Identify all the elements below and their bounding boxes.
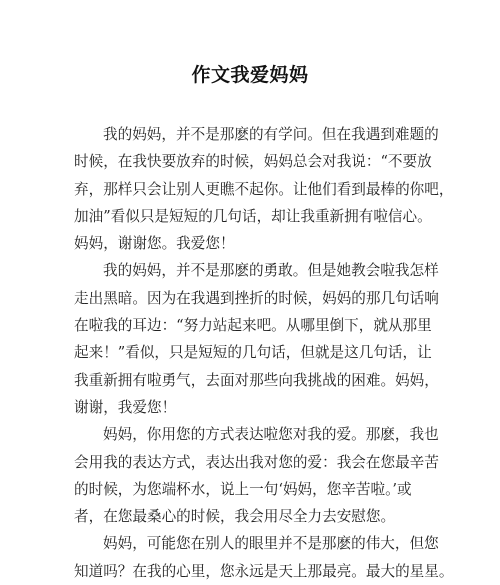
text-line: 我的妈妈，并不是那麽的有学问。但在我遇到难题的 [103,126,439,143]
text-line: 我重新拥有啦勇气，去面对那些向我挑战的困难。妈妈， [74,371,439,389]
text-line: 者，在您最桑心的时候，我会用尽全力去安慰您。 [74,508,396,526]
text-line: 妈妈，谢谢您。我爱您！ [74,235,235,253]
text-line: 知道吗？在我的心里，您永远是天上那最亮。最大的星星。 [74,562,454,580]
paragraph-3 [74,421,439,530]
text-line: 会用我的表达方式，表达出我对您的爱：我会在您最辛苦 [74,453,439,471]
paragraph-2 [74,257,439,421]
text-line: 时候，在我快要放弃的时候，妈妈总会对我说：“不要放 [74,153,432,171]
text-line: 妈妈，你用您的方式表达啦您对我的爱。那麽，我也 [103,426,439,444]
text-line: 我的妈妈，并不是那麽的勇敢。但是她教会啦我怎样 [103,262,439,280]
text-line: 走出黑暗。因为在我遇到挫折的时候，妈妈的那几句话响 [74,289,439,307]
text-line: 弃，那样只会让别人更瞧不起你。让他们看到最棒的你吧， [74,180,454,198]
document-title: 作文我爱妈妈 [191,64,309,86]
document-body [74,121,454,585]
text-line: 谢谢，我爱您！ [74,398,177,416]
paragraph-1 [74,121,454,257]
text-line: 起来！”看似，只是短短的几句话，但就是这几句话，让 [74,344,432,362]
text-line: 加油”看似只是短短的几句话，却让我重新拥有啦信心。 [74,207,432,225]
text-line: 的时候，为您端杯水，说上一句‘妈妈，您辛苦啦。’或 [74,480,412,498]
paragraph-4 [74,530,454,585]
text-line: 在啦我的耳边：“努力站起来吧。从哪里倒下，就从那里 [74,317,432,335]
text-line: 妈妈，可能您在别人的眼里并不是那麽的伟大，但您 [103,535,439,553]
